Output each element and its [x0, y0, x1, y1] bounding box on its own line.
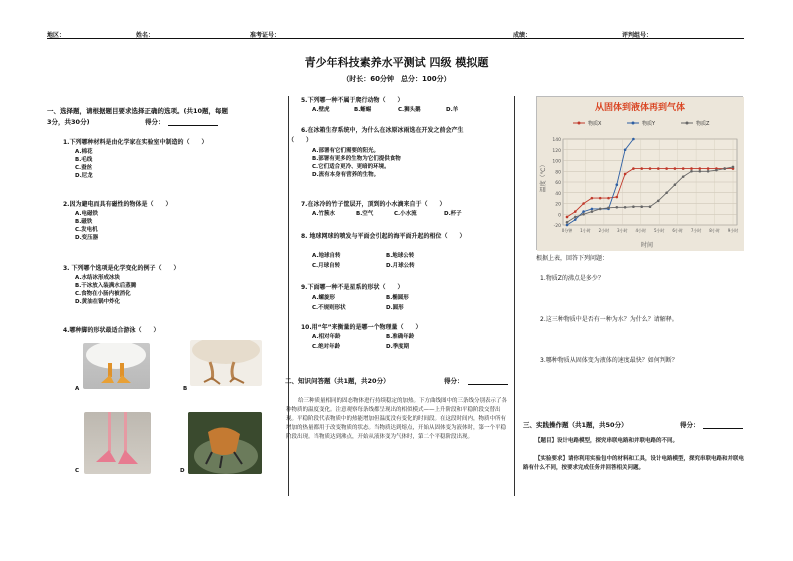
q5-option-c[interactable]: C.狮头鹅: [398, 107, 421, 113]
q10-option-b[interactable]: B.准确年龄: [386, 334, 415, 340]
chart-data-point: [707, 167, 710, 170]
q3-option-c[interactable]: C.食物在小肠内被消化: [75, 291, 131, 297]
question-5: 5.下列哪一种不属于爬行动物（ ）: [301, 97, 404, 104]
chicken-feet-image: [190, 340, 262, 386]
question-6: 6.在冰箱生存系统中，为什么在冰原冰雨选在开发之前会产生: [301, 127, 464, 134]
q6-option-d[interactable]: D.流有本身有营养的生物。: [312, 172, 380, 178]
chart-y-tick-label: -20: [553, 224, 561, 229]
q5-option-b[interactable]: B.蜥蜴: [354, 107, 372, 113]
chart-x-tick-label: 6小时: [672, 228, 683, 233]
chart-data-point: [599, 197, 602, 200]
question-9: 9.下面哪一种不是星系的形状（ ）: [301, 284, 404, 291]
q2-option-c[interactable]: C.发电机: [75, 227, 98, 233]
chart-data-point: [574, 216, 577, 219]
section2-question-1: 1.物质Z的沸点是多少？: [540, 275, 604, 282]
chart-x-tick-label: 0分钟: [561, 228, 573, 233]
question-3: 3. 下列哪个选项是化学变化的例子（ ）: [63, 265, 180, 272]
chart-y-tick-label: 40: [555, 191, 561, 197]
page-subtitle: （时长：60分钟 总分：100分）: [342, 75, 451, 83]
chart-x-tick-label: 1小时: [580, 228, 591, 233]
q9-option-b[interactable]: B.椭圆形: [386, 295, 409, 301]
flamingo-feet-photo[interactable]: [84, 412, 151, 474]
chart-data-point: [582, 202, 585, 205]
chart-data-point: [599, 208, 602, 211]
q5-option-d[interactable]: D.羊: [446, 107, 459, 113]
chart-data-point: [574, 210, 577, 213]
chart-data-point: [690, 167, 693, 170]
q6-option-a[interactable]: A.部署有它们需要的阳光。: [312, 148, 379, 154]
q4-option-a[interactable]: A: [75, 386, 80, 392]
chart-legend-label: 物质Y: [642, 121, 656, 127]
chart-data-point: [665, 191, 668, 194]
q6-option-b[interactable]: B.部署有更多的生物为它们提供食物: [312, 156, 401, 162]
section2-question-2: 2.这三种物质中是否有一种为水？为什么？请解释。: [540, 316, 678, 323]
chart-data-point: [624, 206, 627, 209]
section2-score-blank[interactable]: [468, 384, 508, 385]
section2-question-3: 3.哪种物质从固体变为液体的速度最快？如何判断？: [540, 357, 678, 364]
chart-y-tick-label: 100: [552, 159, 561, 165]
q4-option-b[interactable]: B: [183, 386, 188, 392]
chart-data-point: [682, 167, 685, 170]
q3-option-d[interactable]: D.黄油在锅中炸化: [75, 299, 121, 305]
section1-title-cont: 3分，共30分): [47, 118, 90, 126]
chart-data-point: [665, 167, 668, 170]
section1-title: 一、选择题，请根据题目要求选择正确的选项。(共10题，每题: [47, 107, 229, 115]
chart-data-point: [566, 216, 569, 219]
column-divider: [514, 96, 515, 496]
section3-score-label: 得分：: [680, 421, 700, 429]
chart-y-tick-label: 140: [552, 138, 561, 143]
q3-option-b[interactable]: B.干冰放入装满水后蒸腾: [75, 283, 137, 289]
question-8: 8. 地球网球的喷发与平面会引起的海平面升起的相位（ ）: [301, 233, 466, 240]
chart-x-tick-label: 4小时: [635, 228, 647, 233]
chart-y-tick-label: 120: [552, 148, 561, 154]
header-name-label: 姓名：: [136, 32, 155, 39]
chart-x-tick-label: 2小时: [598, 228, 610, 233]
chart-y-tick-label: 80: [555, 170, 561, 176]
chart-data-point: [616, 206, 619, 209]
chart-data-point: [566, 224, 569, 227]
section3-requirements: 【实验要求】请你利用实验包中的材料和工具，设计电路模型，探究串联电路和并联电路有什么不同，按要求完成任务并回答相关问题。: [523, 456, 745, 471]
q8-option-b[interactable]: B.地球公转: [386, 253, 415, 259]
section2-title: 二、知识问答题（共1题，共20分）: [285, 377, 390, 385]
q7-option-c[interactable]: C.小水流: [394, 211, 417, 217]
q2-option-d[interactable]: D.变压器: [75, 235, 99, 241]
chart-x-tick-label: 3小时: [617, 228, 628, 233]
q10-option-a[interactable]: A.相对年龄: [312, 334, 341, 340]
duck-feet-image: [83, 343, 150, 389]
chart-data-point: [591, 208, 594, 211]
chart-data-point: [690, 170, 693, 173]
header-grader-label: 评判组号：: [622, 32, 653, 39]
chart-data-point: [616, 183, 619, 186]
chart-data-point: [582, 213, 585, 216]
chart-legend-label: 物质Z: [696, 121, 710, 127]
section2-score-label: 得分：: [444, 377, 464, 385]
chicken-feet-photo[interactable]: [190, 340, 262, 386]
question-1: 1.下列哪种材料是由化学家在实验室中制造的（ ）: [63, 139, 208, 146]
chart-data-point: [682, 175, 685, 178]
question-7: 7.在冰冷的竹子筐层开，顶到的小水滴来自于（ ）: [301, 201, 446, 208]
section1-score-label: 得分：: [145, 118, 165, 126]
section3-title: 三、实践操作题（共1题，共50分）: [523, 421, 628, 429]
bird-talon-photo[interactable]: [188, 412, 262, 474]
chart-x-tick-label: 8小时: [709, 228, 720, 233]
chart-data-point: [632, 138, 635, 141]
chart-data-point: [707, 170, 710, 173]
q3-option-a[interactable]: A.水结冰形成冰块: [75, 275, 120, 281]
chart-data-point: [699, 170, 702, 173]
chart-data-point: [566, 221, 569, 224]
section2-passage: 给三种质量相同的固态物体进行持续稳定的加热。下方曲线图中的三条线分别表示了各种物质的温度变化。注意观察每条线都呈现出的相似模式——上升阶段和平稳阶段交替出现。平稳阶段代表物质中的热能增加但温度没有变化的时间段。在这段时间内，物质中所有增加的热量都用于改变物质的状态。当物质达到熔点，开始从固体变为液体时，第一个平稳阶段出现。当物质达到沸点，开始从液体变为气体时，第二个平稳阶段出现。: [286, 398, 508, 440]
chart-y-tick-label: 60: [555, 181, 561, 186]
q1-option-c[interactable]: C.蚕丝: [75, 165, 93, 171]
chart-data-point: [699, 167, 702, 170]
chart-data-point: [582, 210, 585, 213]
chart-svg: [537, 97, 744, 251]
chart-data-point: [607, 197, 610, 200]
q2-option-a[interactable]: A.电磁铁: [75, 211, 98, 217]
q8-option-a[interactable]: A.地球自转: [312, 253, 341, 259]
q7-option-a[interactable]: A.竹簇水: [312, 211, 335, 217]
question-2: 2.因为避电而具有磁性的物体是（ ）: [63, 201, 172, 208]
chart-data-point: [649, 205, 652, 208]
chart-x-tick-label: 5小时: [653, 228, 665, 233]
chart-data-point: [640, 167, 643, 170]
q2-option-b[interactable]: B.磁铁: [75, 219, 93, 225]
chart-data-point: [624, 148, 627, 151]
q1-option-b[interactable]: B.毛线: [75, 157, 93, 163]
chart-x-axis-label: 时间: [640, 242, 654, 249]
question-10: 10.用“年”来衡量的是哪一个物理量（ ）: [301, 324, 422, 331]
section3-topic: 【题目】设计电路模型，探究串联电路和并联电路的不同。: [535, 438, 679, 444]
chart-y-tick-label: 20: [555, 202, 561, 208]
q8-option-c[interactable]: C.月球自转: [312, 263, 341, 269]
q9-option-c[interactable]: C.不规则形状: [312, 305, 346, 311]
chart-data-point: [657, 200, 660, 203]
chart-data-point: [640, 205, 643, 208]
chart-title: 从固体到液体再到气体: [594, 103, 686, 113]
phase-change-chart: [536, 96, 743, 250]
chart-x-tick-label: 7小时: [690, 228, 702, 233]
chart-data-point: [649, 167, 652, 170]
bird-talon-image: [188, 412, 262, 474]
q7-option-d[interactable]: D.杯子: [444, 211, 462, 217]
q6-option-c[interactable]: C.它们适合更冷、更暗的环境。: [312, 164, 390, 170]
chart-data-point: [723, 167, 726, 170]
q10-option-c[interactable]: C.绝对年龄: [312, 344, 341, 350]
q5-option-a[interactable]: A.壁虎: [312, 107, 330, 113]
flamingo-feet-image: [84, 412, 151, 474]
chart-data-point: [591, 197, 594, 200]
chart-legend-marker: [578, 122, 581, 125]
section1-score-blank[interactable]: [168, 125, 218, 126]
chart-y-axis-label: 温度（℃）: [540, 161, 547, 193]
header-exam-no-label: 准考证号：: [250, 32, 281, 39]
chart-y-tick-label: 0: [558, 213, 561, 219]
q10-option-d[interactable]: D.季度期: [386, 344, 410, 350]
q8-option-d[interactable]: D.月球公转: [386, 263, 415, 269]
chart-data-point: [657, 167, 660, 170]
chart-data-point: [715, 169, 718, 172]
question-6-cont: （ ）: [288, 137, 313, 144]
chart-data-point: [574, 218, 577, 221]
chart-data-point: [674, 167, 677, 170]
question-4: 4.哪种脚的形状最适合游泳（ ）: [63, 327, 160, 334]
chart-legend-label: 物质X: [588, 121, 602, 127]
chart-data-point: [624, 173, 627, 176]
chart-data-point: [616, 196, 619, 199]
chart-x-tick-label: 9小时: [727, 228, 739, 233]
section3-score-blank[interactable]: [703, 428, 743, 429]
chart-data-point: [732, 166, 735, 169]
q1-option-d[interactable]: D.尼龙: [75, 173, 93, 179]
q7-option-b[interactable]: B.空气: [356, 211, 374, 217]
chart-data-point: [591, 210, 594, 213]
q9-option-a[interactable]: A.螺旋形: [312, 295, 335, 301]
chart-legend-marker: [632, 122, 635, 125]
chart-data-point: [632, 205, 635, 208]
q4-option-c[interactable]: C: [75, 468, 80, 474]
section2-instruction: 根据上表，回答下列问题：: [536, 255, 609, 262]
q9-option-d[interactable]: D.圆形: [386, 305, 404, 311]
chart-legend-marker: [686, 122, 689, 125]
chart-data-point: [632, 167, 635, 170]
header-region-label: 地区：: [47, 32, 66, 39]
q1-option-a[interactable]: A.棉花: [75, 149, 93, 155]
q4-option-d[interactable]: D: [180, 468, 185, 474]
chart-data-point: [674, 183, 677, 186]
duck-feet-photo[interactable]: [83, 343, 150, 389]
header-score-label: 成绩：: [513, 32, 532, 39]
page-title: 青少年科技素养水平测试 四级 模拟题: [304, 56, 489, 69]
chart-data-point: [607, 207, 610, 210]
